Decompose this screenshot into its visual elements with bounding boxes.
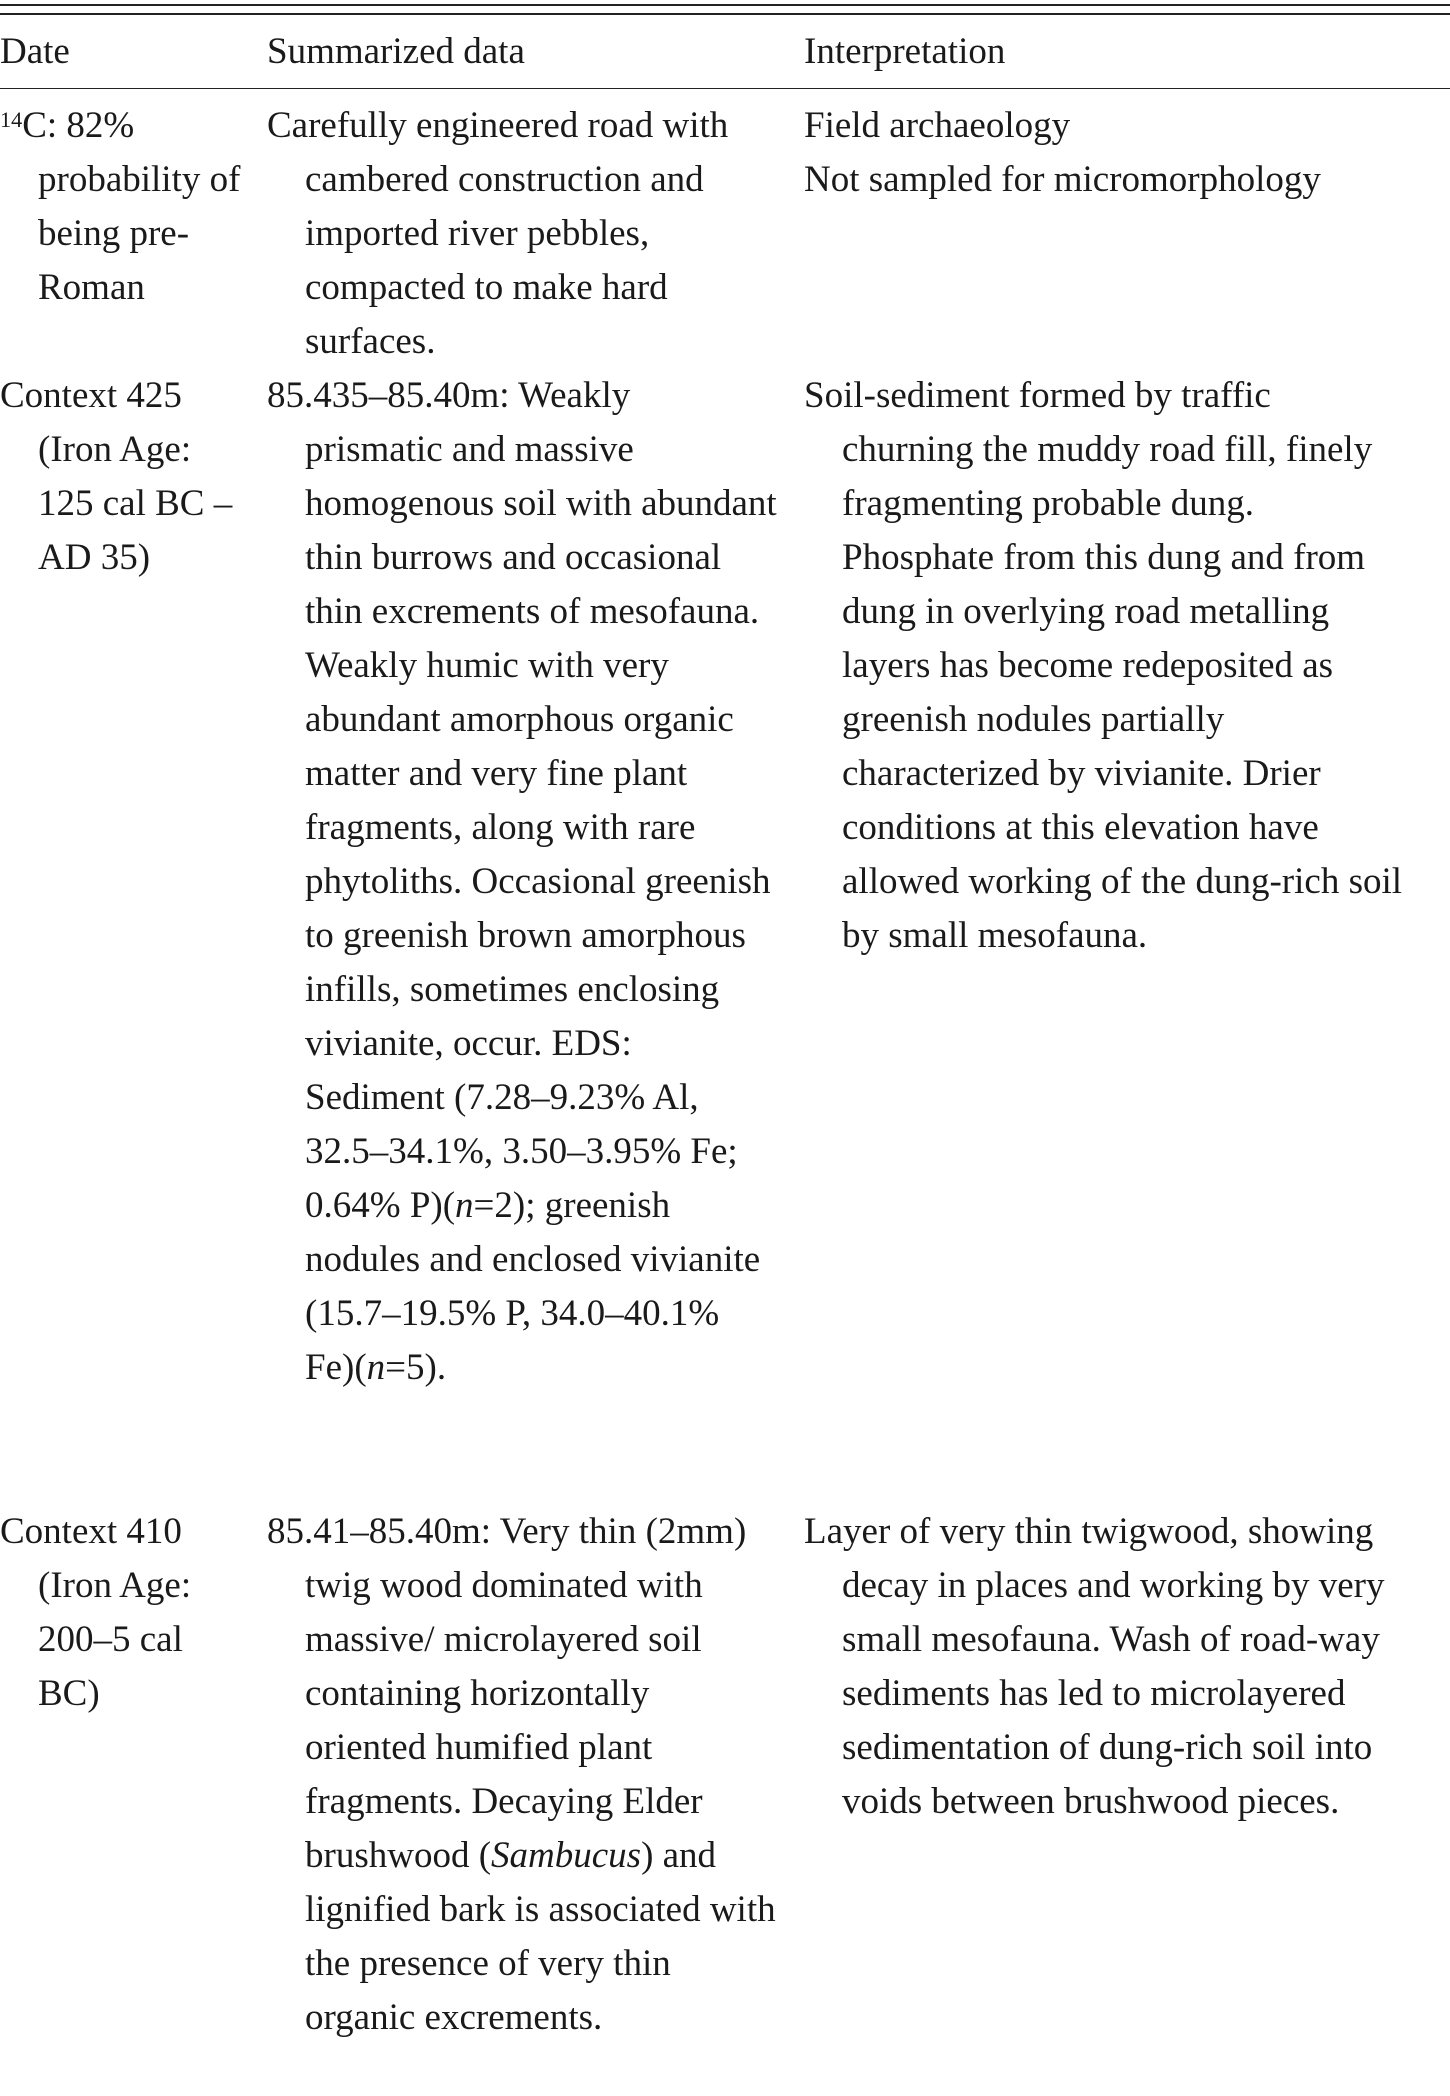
interpretation-line: Not sampled for micromorphology xyxy=(804,159,1321,200)
summary-part: 85.41–85.40m: Very thin (2mm) twig wood dominated with massive/ microlayered soil containing horizontally oriented humified plant fragments. Decaying Elder brushwood ( xyxy=(267,1511,747,1876)
summary-text xyxy=(267,369,777,1395)
header-summarized-data: Summarized data xyxy=(267,31,525,72)
date-text: C: 82% probability of being pre-Roman xyxy=(22,105,241,308)
summary-part: ) and lignified bark is associated with the presence of very thin organic excrements. xyxy=(305,1835,776,2038)
date-text: Context 410 (Iron Age: 200–5 cal BC) xyxy=(0,1511,192,1714)
top-rule-inner xyxy=(0,13,1450,15)
summary-part: 85.435–85.40m: Weakly prismatic and massive homogenous soil with abundant thin burrows and occasional thin excrements of mesofauna. Weakly humic with very abundant amorphous organic matter and very fine plant fragments, along with rare phytoliths. Occasional greenish to greenish brown amorphous infills, sometimes enclosing vivianite, occur. EDS: Sediment (7.28–9.23% Al, 32.5–34.1%, 3.50–3.95% Fe; 0.64% P)( xyxy=(267,375,777,1226)
header-interpretation: Interpretation xyxy=(804,31,1006,72)
table-row xyxy=(0,369,1450,1505)
header-date: Date xyxy=(0,31,70,72)
date-cell xyxy=(0,1505,250,1721)
top-rule-outer xyxy=(0,4,1450,6)
summary-cell xyxy=(267,99,777,369)
interpretation-text: Soil-sediment formed by traffic churning the muddy road fill, finely fragmenting probable dung. Phosphate from this dung and from dung in overlying road metalling layers has become redeposited as greenish nodules partially characterized by vivianite. Drier conditions at this elevation have allowed working of the dung-rich soil by small mesofauna. xyxy=(804,375,1403,956)
summary-italic: n xyxy=(366,1347,386,1388)
interpretation-text: Layer of very thin twigwood, showing decay in places and working by very small mesofauna. Wash of road-way sediments has led to microlayered sedimentation of dung-rich soil into voids between brushwood pieces. xyxy=(804,1511,1385,1822)
superscript-14: 14 xyxy=(0,107,23,132)
summary-text xyxy=(267,1505,777,2045)
table-body xyxy=(0,99,1450,2085)
table-row xyxy=(0,1505,1450,2085)
interpretation-cell xyxy=(804,1505,1404,1829)
date-text: Context 425 (Iron Age: 125 cal BC – AD 35) xyxy=(0,375,233,578)
table-row xyxy=(0,99,1450,369)
interpretation-cell xyxy=(804,369,1404,963)
summary-italic: n xyxy=(455,1185,474,1226)
summary-cell xyxy=(267,369,777,1395)
table-header xyxy=(0,27,1450,77)
summary-cell xyxy=(267,1505,777,2045)
summary-text: Carefully engineered road with cambered construction and imported river pebbles, compacted to make hard surfaces. xyxy=(267,105,729,362)
date-cell xyxy=(0,99,250,315)
header-rule xyxy=(0,88,1450,89)
date-cell xyxy=(0,369,250,585)
summary-part: =2); greenish nodules and enclosed vivianite (15.7–19.5% P, 34.0–40.1% Fe)( xyxy=(305,1185,761,1388)
interpretation-line: Field archaeology xyxy=(804,105,1071,146)
summary-part: =5). xyxy=(385,1347,447,1388)
summary-italic: Sambucus xyxy=(491,1835,642,1876)
interpretation-cell xyxy=(804,99,1404,207)
